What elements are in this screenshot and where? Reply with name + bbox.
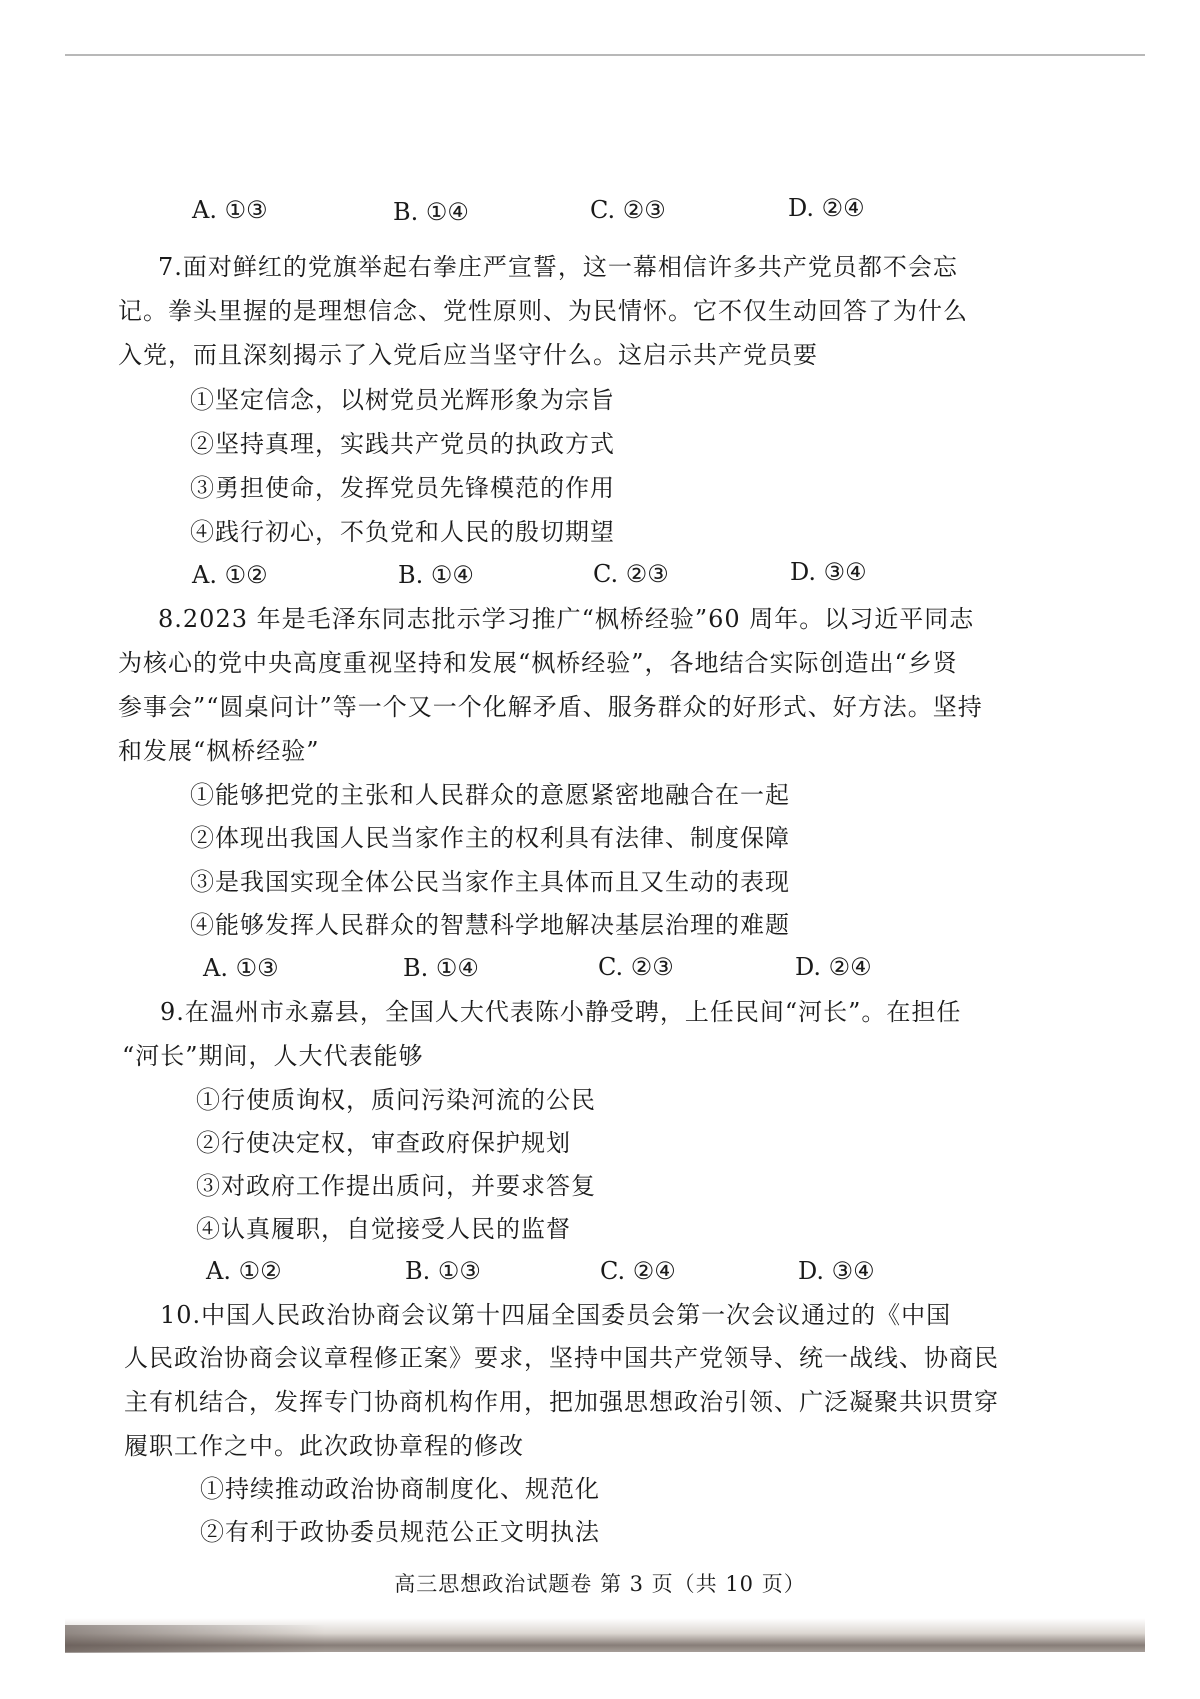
q7-stem-line-1: 7.面对鲜红的党旗举起右拳庄严宣誓，这一幕相信许多共产党员都不会忘 bbox=[158, 253, 958, 281]
q6-option-c: C. ②③ bbox=[590, 196, 666, 224]
top-rule bbox=[65, 54, 1145, 56]
q9-stem-line-1: 9.在温州市永嘉县，全国人大代表陈小静受聘，上任民间“河长”。在担任 bbox=[160, 998, 962, 1026]
q10-stem-line-3: 主有机结合，发挥专门协商机构作用，把加强思想政治引领、广泛凝聚共识贯穿 bbox=[124, 1388, 999, 1416]
q7-item-1: ①坚定信念，以树党员光辉形象为宗旨 bbox=[190, 386, 615, 414]
q7-item-2: ②坚持真理，实践共产党员的执政方式 bbox=[190, 430, 615, 458]
q9-option-c: C. ②④ bbox=[600, 1257, 676, 1285]
q8-stem-line-3: 参事会”“圆桌问计”等一个又一个化解矛盾、服务群众的好形式、好方法。坚持 bbox=[118, 693, 983, 721]
scan-bottom-shadow bbox=[65, 1625, 325, 1653]
q7-option-d: D. ③④ bbox=[790, 558, 867, 586]
q9-stem-line-2: “河长”期间，人大代表能够 bbox=[122, 1042, 424, 1070]
q8-option-c: C. ②③ bbox=[598, 953, 674, 981]
q8-option-a: A. ①③ bbox=[203, 954, 279, 982]
q9-item-4: ④认真履职，自觉接受人民的监督 bbox=[196, 1215, 571, 1243]
q10-item-2: ②有利于政协委员规范公正文明执法 bbox=[200, 1518, 600, 1546]
q8-item-3: ③是我国实现全体公民当家作主具体而且又生动的表现 bbox=[190, 868, 790, 896]
q9-item-2: ②行使决定权，审查政府保护规划 bbox=[196, 1129, 571, 1157]
q7-item-4: ④践行初心，不负党和人民的殷切期望 bbox=[190, 518, 615, 546]
q10-stem-line-2: 人民政治协商会议章程修正案》要求，坚持中国共产党领导、统一战线、协商民 bbox=[124, 1344, 999, 1372]
q9-item-1: ①行使质询权，质问污染河流的公民 bbox=[196, 1086, 596, 1114]
q8-stem-line-4: 和发展“枫桥经验” bbox=[118, 737, 320, 765]
q8-option-d: D. ②④ bbox=[795, 953, 872, 981]
q9-option-a: A. ①② bbox=[206, 1257, 282, 1285]
q7-stem-line-2: 记。拳头里握的是理想信念、党性原则、为民情怀。它不仅生动回答了为什么 bbox=[118, 297, 968, 325]
q8-stem-line-1: 8.2023 年是毛泽东同志批示学习推广“枫桥经验”60 周年。以习近平同志 bbox=[158, 605, 975, 633]
q10-item-1: ①持续推动政治协商制度化、规范化 bbox=[200, 1475, 600, 1503]
q6-option-b: B. ①④ bbox=[393, 198, 469, 226]
q7-option-b: B. ①④ bbox=[398, 561, 474, 589]
q6-option-a: A. ①③ bbox=[192, 196, 268, 224]
page-footer: 高三思想政治试题卷 第 3 页（共 10 页） bbox=[394, 1572, 806, 1596]
q8-item-1: ①能够把党的主张和人民群众的意愿紧密地融合在一起 bbox=[190, 781, 790, 809]
q9-option-d: D. ③④ bbox=[798, 1257, 875, 1285]
q10-stem-line-4: 履职工作之中。此次政协章程的修改 bbox=[124, 1432, 524, 1460]
q9-option-b: B. ①③ bbox=[405, 1257, 481, 1285]
q8-item-4: ④能够发挥人民群众的智慧科学地解决基层治理的难题 bbox=[190, 911, 790, 939]
q8-item-2: ②体现出我国人民当家作主的权利具有法律、制度保障 bbox=[190, 824, 790, 852]
q6-option-d: D. ②④ bbox=[788, 194, 865, 222]
q8-stem-line-2: 为核心的党中央高度重视坚持和发展“枫桥经验”，各地结合实际创造出“乡贤 bbox=[118, 649, 958, 677]
q8-option-b: B. ①④ bbox=[403, 954, 479, 982]
q10-stem-line-1: 10.中国人民政治协商会议第十四届全国委员会第一次会议通过的《中国 bbox=[160, 1301, 952, 1329]
q7-stem-line-3: 入党，而且深刻揭示了入党后应当坚守什么。这启示共产党员要 bbox=[118, 341, 818, 369]
q7-option-a: A. ①② bbox=[192, 561, 268, 589]
q9-item-3: ③对政府工作提出质问，并要求答复 bbox=[196, 1172, 596, 1200]
q7-item-3: ③勇担使命，发挥党员先锋模范的作用 bbox=[190, 474, 615, 502]
q7-option-c: C. ②③ bbox=[593, 560, 669, 588]
